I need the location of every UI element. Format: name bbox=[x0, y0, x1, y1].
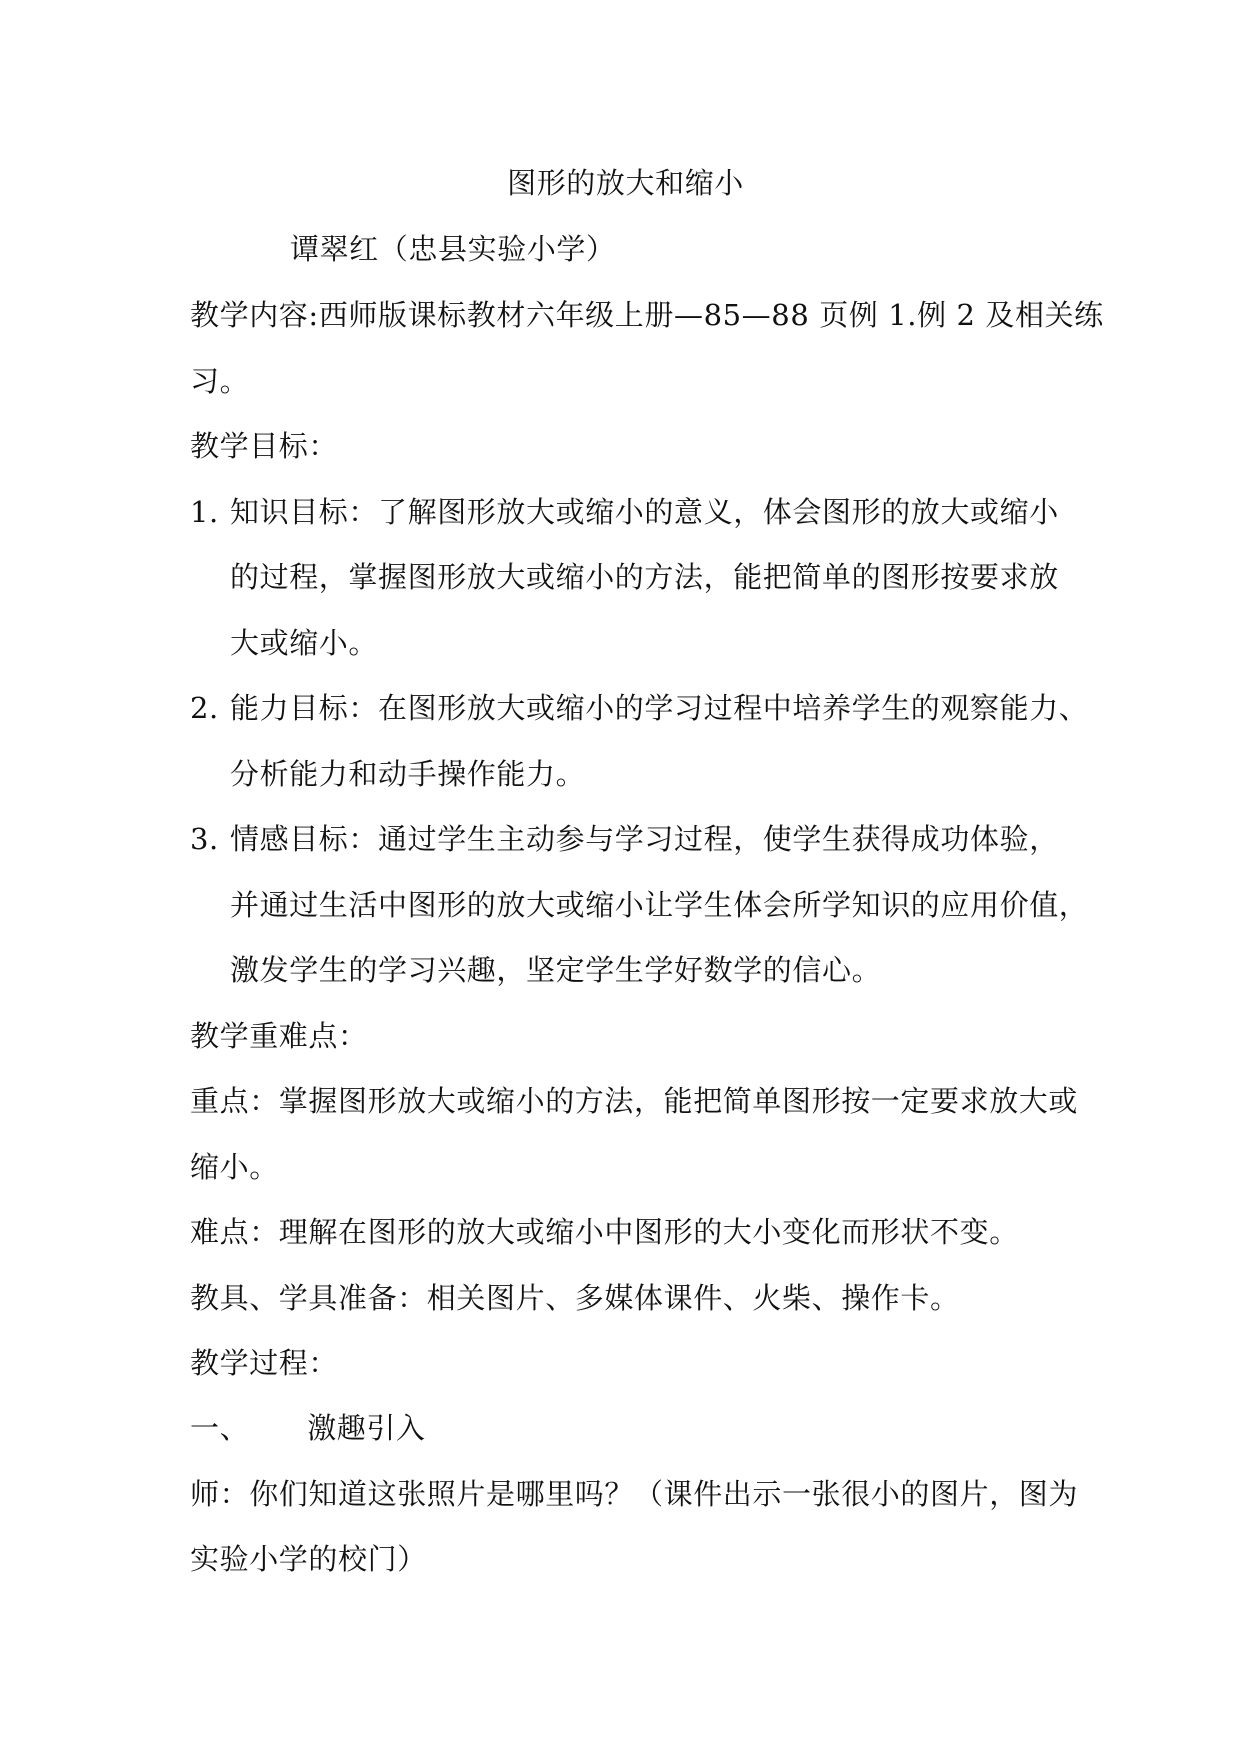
content-line-2: 习。 bbox=[190, 364, 250, 398]
key-points-heading: 教学重难点： bbox=[190, 1019, 368, 1053]
content-line-1: 教学内容:西师版课标教材六年级上册—85—88 页例 1.例 2 及相关练 bbox=[190, 298, 1104, 332]
goal-3-number: 3. bbox=[190, 822, 219, 856]
difficulty-line: 难点：理解在图形的放大或缩小中图形的大小变化而形状不变。 bbox=[190, 1215, 1019, 1249]
author-line: 谭翠红（忠县实验小学） bbox=[290, 232, 616, 266]
goal-2-text: 能力目标：在图形放大或缩小的学习过程中培养学生的观察能力、 bbox=[230, 691, 1089, 725]
goal-3-line-3: 激发学生的学习兴趣，坚定学生学好数学的信心。 bbox=[230, 953, 882, 987]
document-title: 图形的放大和缩小 bbox=[507, 166, 744, 200]
goal-2-number: 2. bbox=[190, 691, 219, 725]
goal-3-line-2: 并通过生活中图形的放大或缩小让学生体会所学知识的应用价值， bbox=[230, 888, 1089, 922]
goal-1-text: 知识目标：了解图形放大或缩小的意义，体会图形的放大或缩小 bbox=[230, 495, 1059, 529]
section-1-title: 激趣引入 bbox=[307, 1411, 426, 1445]
goal-1-number: 1. bbox=[190, 495, 219, 529]
process-heading: 教学过程： bbox=[190, 1346, 339, 1380]
tools-line: 教具、学具准备：相关图片、多媒体课件、火柴、操作卡。 bbox=[190, 1281, 960, 1315]
section-1-number: 一、 bbox=[190, 1411, 250, 1445]
goal-1-line-3: 大或缩小。 bbox=[230, 626, 379, 660]
goal-2-line-1 bbox=[190, 690, 1088, 726]
section-1-heading bbox=[190, 1410, 426, 1446]
goal-1-line-2: 的过程，掌握图形放大或缩小的方法，能把简单的图形按要求放 bbox=[230, 560, 1059, 594]
teacher-line-2: 实验小学的校门） bbox=[190, 1542, 427, 1576]
key-point-line-2: 缩小。 bbox=[190, 1150, 279, 1184]
goal-2-line-2: 分析能力和动手操作能力。 bbox=[230, 757, 586, 791]
goal-3-line-1 bbox=[190, 821, 1059, 857]
key-point-line-1: 重点：掌握图形放大或缩小的方法，能把简单图形按一定要求放大或 bbox=[190, 1084, 1079, 1118]
goals-heading: 教学目标： bbox=[190, 429, 339, 463]
teacher-line-1: 师：你们知道这张照片是哪里吗？（课件出示一张很小的图片，图为 bbox=[190, 1477, 1079, 1511]
goal-3-text: 情感目标：通过学生主动参与学习过程，使学生获得成功体验， bbox=[230, 822, 1059, 856]
goal-1-line-1 bbox=[190, 494, 1059, 530]
